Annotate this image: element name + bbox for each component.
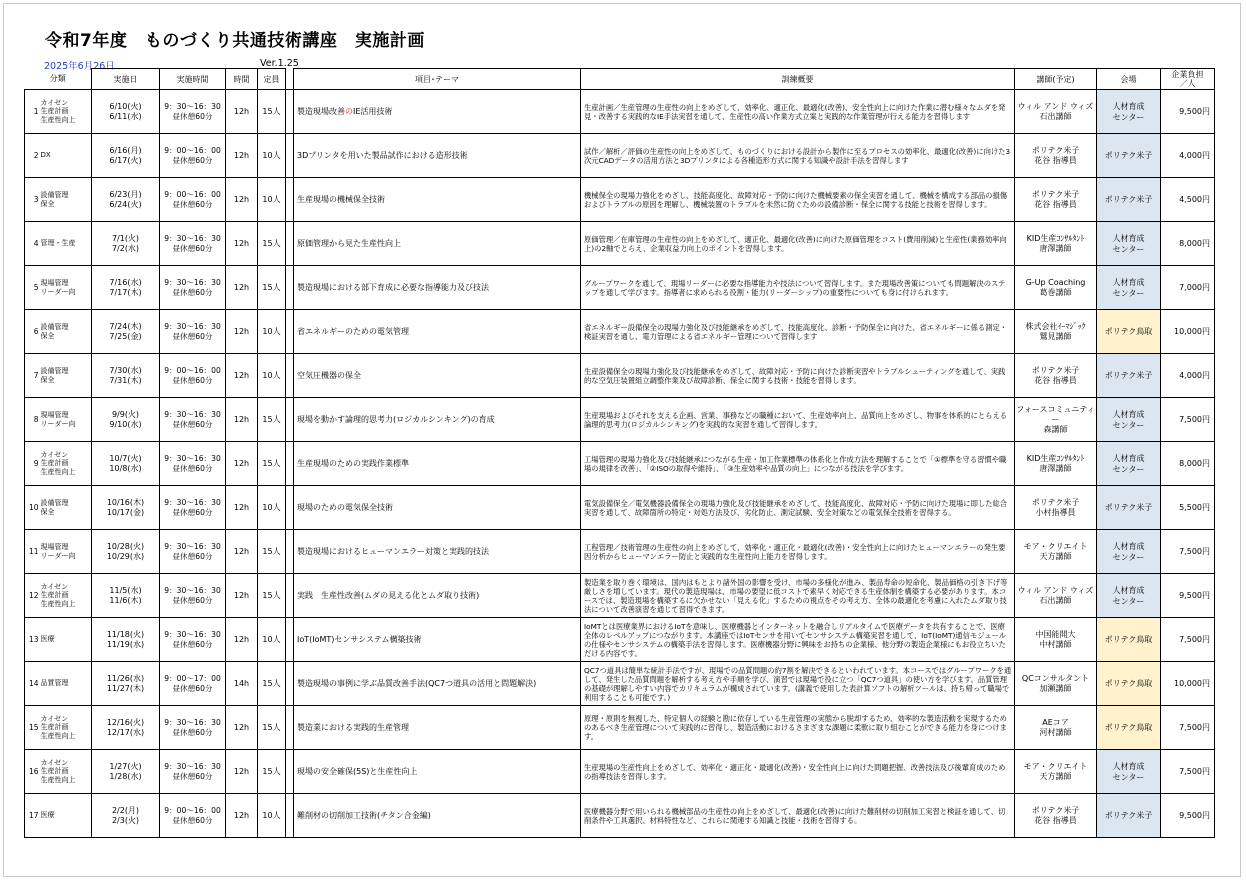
session-time: 9：30～16：30 昼休憩60分 — [160, 90, 226, 134]
session-time: 9：00～16：00 昼休憩60分 — [160, 134, 226, 178]
capacity: 15人 — [258, 266, 286, 310]
table-row — [25, 266, 1215, 310]
fee: 9,500円 — [1161, 794, 1215, 838]
header-hours: 時間 — [226, 69, 258, 90]
course-theme — [294, 706, 581, 750]
category: DX — [40, 134, 92, 178]
session-dates: 12/16(火) 12/17(水) — [92, 706, 160, 750]
course-outline: 原理・原則を無視した、特定個人の経験と勘に依存している生産管理の実態から脱却するため、効率的な製造活動を実現するためのあるべき生産管理について実践的に習得し、製造活動におけるさまざまな課題に柔軟に取り組むことができる能力を身につけます。 — [581, 706, 1015, 750]
session-time: 9：30～16：30 昼休憩60分 — [160, 310, 226, 354]
category: 設備管理 保全 — [40, 354, 92, 398]
issue-date: 2025年6月26日 — [44, 61, 115, 72]
theme-text: 現場を動かす論理的思考力(ロジカルシンキング)の育成 — [297, 414, 495, 424]
category: カイゼン 生産計画 生産性向上 — [40, 90, 92, 134]
table-row — [25, 750, 1215, 794]
lecturer: ウィル アンド ウィズ 石出講師 — [1015, 90, 1097, 134]
spacer-cell — [286, 90, 294, 134]
lecturer: ポリテク米子 小村指導員 — [1015, 486, 1097, 530]
session-dates: 7/24(木) 7/25(金) — [92, 310, 160, 354]
spacer-cell — [286, 310, 294, 354]
category: 設備管理 保全 — [40, 178, 92, 222]
venue: 人材育成 センター — [1097, 442, 1161, 486]
row-number: 4 — [25, 222, 40, 266]
header-lecturer: 講師(予定) — [1015, 69, 1097, 90]
fee: 8,000円 — [1161, 442, 1215, 486]
lecturer: AEコア 河村講師 — [1015, 706, 1097, 750]
lecturer: 中国能開大 中村講師 — [1015, 618, 1097, 662]
session-dates: 10/16(木) 10/17(金) — [92, 486, 160, 530]
table-row — [25, 706, 1215, 750]
course-theme — [294, 618, 581, 662]
session-time: 9：30～16：30 昼休憩60分 — [160, 266, 226, 310]
spacer-cell — [286, 222, 294, 266]
course-theme — [294, 90, 581, 134]
venue: ポリテク米子 — [1097, 794, 1161, 838]
course-theme — [294, 530, 581, 574]
fee: 7,500円 — [1161, 706, 1215, 750]
table-row — [25, 574, 1215, 618]
course-theme — [294, 354, 581, 398]
course-theme — [294, 134, 581, 178]
theme-text: 原価管理から見た生産性向上 — [297, 238, 401, 248]
capacity: 10人 — [258, 310, 286, 354]
session-dates: 10/28(火) 10/29(水) — [92, 530, 160, 574]
header-row — [25, 69, 1215, 90]
table-row — [25, 398, 1215, 442]
theme-text: 難削材の切削加工技術(チタン合金編) — [297, 810, 431, 820]
hours: 12h — [226, 134, 258, 178]
session-dates: 11/5(水) 11/6(木) — [92, 574, 160, 618]
course-theme — [294, 266, 581, 310]
hours: 12h — [226, 530, 258, 574]
spacer-cell — [286, 486, 294, 530]
course-theme — [294, 442, 581, 486]
category: 管理・生産 — [40, 222, 92, 266]
session-time: 9：30～16：30 昼休憩60分 — [160, 574, 226, 618]
hours: 12h — [226, 706, 258, 750]
theme-text: 空気圧機器の保全 — [297, 370, 361, 380]
hours: 14h — [226, 662, 258, 706]
table-row — [25, 90, 1215, 134]
session-dates: 2/2(月) 2/3(火) — [92, 794, 160, 838]
category: カイゼン 生産計画 生産性向上 — [40, 750, 92, 794]
venue: 人材育成 センター — [1097, 266, 1161, 310]
category: 設備管理 保全 — [40, 310, 92, 354]
lecturer: モア・クリエイト 天方講師 — [1015, 750, 1097, 794]
venue: ポリテク鳥取 — [1097, 662, 1161, 706]
hours: 12h — [226, 266, 258, 310]
theme-text: 現場のための電気保全技術 — [297, 502, 393, 512]
capacity: 10人 — [258, 178, 286, 222]
capacity: 15人 — [258, 750, 286, 794]
table-row — [25, 794, 1215, 838]
session-time: 9：30～16：30 昼休憩60分 — [160, 398, 226, 442]
category: 現場管理 リーダー向 — [40, 398, 92, 442]
category: カイゼン 生産計画 生産性向上 — [40, 442, 92, 486]
venue: 人材育成 センター — [1097, 90, 1161, 134]
theme-text: 製造現場におけるヒューマンエラー対策と実践的技法 — [297, 546, 489, 556]
course-theme — [294, 222, 581, 266]
category: カイゼン 生産計画 生産性向上 — [40, 706, 92, 750]
course-theme — [294, 398, 581, 442]
spacer-cell — [286, 354, 294, 398]
hours: 12h — [226, 354, 258, 398]
theme-text-rest: IE活用技術 — [353, 106, 393, 116]
row-number: 1 — [25, 90, 40, 134]
row-number: 10 — [25, 486, 40, 530]
lecturer: 株式会社ｲｰﾏｼﾞｯｸ 鷲見講師 — [1015, 310, 1097, 354]
row-number: 6 — [25, 310, 40, 354]
capacity: 15人 — [258, 574, 286, 618]
session-time: 9：00～16：00 昼休憩60分 — [160, 794, 226, 838]
row-number: 16 — [25, 750, 40, 794]
row-number: 7 — [25, 354, 40, 398]
row-number: 13 — [25, 618, 40, 662]
table-row — [25, 530, 1215, 574]
fee: 7,500円 — [1161, 750, 1215, 794]
venue: 人材育成 センター — [1097, 750, 1161, 794]
hours: 12h — [226, 90, 258, 134]
course-theme — [294, 750, 581, 794]
course-theme — [294, 178, 581, 222]
lecturer: KID生産ｺﾝｻﾙﾀﾝﾄ 唐澤講師 — [1015, 222, 1097, 266]
course-outline: 医療機器分野で用いられる機械部品の生産性の向上をめざして、最適化(改善)に向けた難削材の切削加工実習と検証を通して、切削条件や工具選択、材料特性など、これらに関連する知識と技能・技術を習得する。 — [581, 794, 1015, 838]
course-outline: 生産計画／生産管理の生産性の向上をめざして、効率化、適正化、最適化(改善)、安全性向上に向けた作業に潜む様々なムダを発見・改善する実践的なIE手法実習を通して、生産性の高い作業方式立案と実践的な作業管理が行える能力を習得します — [581, 90, 1015, 134]
spacer-cell — [286, 794, 294, 838]
hours: 12h — [226, 398, 258, 442]
table-row — [25, 178, 1215, 222]
lecturer: G-Up Coaching 葛巻講師 — [1015, 266, 1097, 310]
venue: ポリテク米子 — [1097, 486, 1161, 530]
course-outline: 生産設備保全の現場力強化及び技能継承をめざして、故障対応・予防に向けた診断実習やトラブルシューティングを通して、実践的な空気圧装置組立調整作業及び故障診断、保全に関する技術・技能を習得します。 — [581, 354, 1015, 398]
fee: 8,000円 — [1161, 222, 1215, 266]
row-number: 14 — [25, 662, 40, 706]
fee: 4,000円 — [1161, 354, 1215, 398]
session-time: 9：30～16：30 昼休憩60分 — [160, 750, 226, 794]
session-time: 9：30～16：30 昼休憩60分 — [160, 442, 226, 486]
table-row — [25, 310, 1215, 354]
schedule-body — [25, 90, 1215, 838]
hours: 12h — [226, 618, 258, 662]
capacity: 15人 — [258, 442, 286, 486]
hours: 12h — [226, 794, 258, 838]
session-dates: 11/26(水) 11/27(木) — [92, 662, 160, 706]
venue: ポリテク米子 — [1097, 354, 1161, 398]
row-number: 15 — [25, 706, 40, 750]
row-number: 3 — [25, 178, 40, 222]
category: カイゼン 生産計画 生産性向上 — [40, 574, 92, 618]
course-theme — [294, 310, 581, 354]
spacer-cell — [286, 706, 294, 750]
venue: 人材育成 センター — [1097, 530, 1161, 574]
capacity: 10人 — [258, 134, 286, 178]
session-dates: 6/23(月) 6/24(火) — [92, 178, 160, 222]
course-outline: 生産現場およびそれを支える企画、営業、事務などの職種において、生産効率向上、品質向上をめざし、物事を体系的にとらえる論理的思考力(ロジカルシンキング)を実践的な実習を通して習得します。 — [581, 398, 1015, 442]
lecturer: フォースコミュニティー 森講師 — [1015, 398, 1097, 442]
capacity: 10人 — [258, 354, 286, 398]
category: 品質管理 — [40, 662, 92, 706]
table-row — [25, 442, 1215, 486]
header-date: 実施日 — [92, 69, 160, 90]
lecturer: ポリテク米子 花谷 指導員 — [1015, 134, 1097, 178]
header-fee: 企業負担 ／人 — [1161, 69, 1215, 90]
venue: ポリテク米子 — [1097, 178, 1161, 222]
row-number: 2 — [25, 134, 40, 178]
version-label: Ver.1.25 — [260, 58, 299, 69]
venue: ポリテク鳥取 — [1097, 618, 1161, 662]
table-row — [25, 618, 1215, 662]
category: 設備管理 保全 — [40, 486, 92, 530]
course-outline: グループワークを通して、現場リーダーに必要な指導能力や技法について習得します。また現場改善策についても問題解決のステップを通して学びます。指導者に求められる役割・能力(リーダーシップ)の重要性についても身に付けられます。 — [581, 266, 1015, 310]
fee: 9,500円 — [1161, 90, 1215, 134]
hours: 12h — [226, 442, 258, 486]
theme-text: 生産現場のための実践作業標準 — [297, 458, 409, 468]
capacity: 15人 — [258, 530, 286, 574]
session-time: 9：30～16：30 昼休憩60分 — [160, 706, 226, 750]
spacer-cell — [286, 662, 294, 706]
session-dates: 7/30(水) 7/31(木) — [92, 354, 160, 398]
session-time: 9：30～16：30 昼休憩60分 — [160, 618, 226, 662]
session-dates: 1/27(火) 1/28(水) — [92, 750, 160, 794]
fee: 4,500円 — [1161, 178, 1215, 222]
header-outline: 訓練概要 — [581, 69, 1015, 90]
theme-text: 省エネルギーのための電気管理 — [297, 326, 409, 336]
capacity: 10人 — [258, 794, 286, 838]
capacity: 15人 — [258, 398, 286, 442]
lecturer: ウィル アンド ウィズ 石出講師 — [1015, 574, 1097, 618]
capacity: 15人 — [258, 706, 286, 750]
course-outline: QC7つ道具は簡単な統計手法ですが、現場での品質問題の約7割を解決できるといわれています。本コースではグループワークを通して、発生した品質問題を解析する考え方や手順を学び、演習では現場で役に立つ「QC7つ道具」の使い方を学びます。品質管理の基礎が理解しやすい内容でカリキュラムが構成されています。(講義で使用した表計算ソフトの解析ツールは、持ち帰って職場で利用することも可能です。) — [581, 662, 1015, 706]
course-outline: 機械保全の現場力強化をめざし、技能高度化、故障対応・予防に向けた機械要素の保全実習を通して、機械を構成する部品の損傷およびトラブルの原因を理解し、機械装置のトラブルを未然に防ぐための設備診断・保全に関する技能と技術を習得します。 — [581, 178, 1015, 222]
course-theme — [294, 574, 581, 618]
theme-text: 生産現場の機械保全技術 — [297, 194, 385, 204]
course-outline: 省エネルギー設備保全の現場力強化及び技能継承をめざして、技能高度化、診断・予防保全に向けた、省エネルギーに係る測定・検証実習を通し、電力管理による省エネルギー管理について習得します — [581, 310, 1015, 354]
header-venue: 会場 — [1097, 69, 1161, 90]
session-time: 9：00～16：00 昼休憩60分 — [160, 354, 226, 398]
spacer-cell — [286, 442, 294, 486]
capacity: 10人 — [258, 486, 286, 530]
hours: 12h — [226, 310, 258, 354]
capacity: 10人 — [258, 618, 286, 662]
hours: 12h — [226, 222, 258, 266]
header-time: 実施時間 — [160, 69, 226, 90]
category: 現場管理 リーダー向 — [40, 530, 92, 574]
lecturer: QCコンサルタント 加瀬講師 — [1015, 662, 1097, 706]
session-dates: 7/16(水) 7/17(木) — [92, 266, 160, 310]
capacity: 15人 — [258, 90, 286, 134]
course-outline: 試作／解析／評価の生産性の向上をめざして、ものづくりにおける設計から製作に至るプロセスの効率化、最適化(改善)に向けた3次元CADデータの活用方法と3Dプリンタによる各種造形方式に関する知識や設計手法を習得します — [581, 134, 1015, 178]
fee: 7,500円 — [1161, 618, 1215, 662]
page-title: 令和7年度 ものづくり共通技術講座 実施計画 — [45, 31, 425, 51]
hours: 12h — [226, 750, 258, 794]
fee: 10,000円 — [1161, 662, 1215, 706]
fee: 7,000円 — [1161, 266, 1215, 310]
session-dates: 11/18(火) 11/19(水) — [92, 618, 160, 662]
spacer-cell — [286, 266, 294, 310]
table-row — [25, 662, 1215, 706]
session-time: 9：30～16：30 昼休憩60分 — [160, 486, 226, 530]
course-outline: 原価管理／在庫管理の生産性の向上をめざして、適正化、最適化(改善)に向けた原価管理をコスト(費用削減)と生産性(業務効率向上)の2軸でとらえ、企業収益力向上のポイントを習得します。 — [581, 222, 1015, 266]
spacer-cell — [286, 398, 294, 442]
venue: ポリテク米子 — [1097, 134, 1161, 178]
spacer-cell — [286, 134, 294, 178]
course-outline: 工程管理／技術管理の生産性の向上をめざして、効率化・適正化・最適化(改善)・安全性向上に向けたヒューマンエラーの発生要因分析からヒューマンエラー防止と実践的な生産性向上能力を習得します。 — [581, 530, 1015, 574]
spacer-cell — [286, 574, 294, 618]
table-row — [25, 354, 1215, 398]
lecturer: ポリテク米子 花谷 指導員 — [1015, 354, 1097, 398]
theme-text: 製造現場における部下育成に必要な指導能力及び技法 — [297, 282, 489, 292]
category: 医療 — [40, 794, 92, 838]
hours: 12h — [226, 178, 258, 222]
fee: 7,500円 — [1161, 398, 1215, 442]
session-time: 9：00～16：00 昼休憩60分 — [160, 178, 226, 222]
course-outline: 工場管理の現場力強化及び技能継承につながる生産・加工作業標準の体系化と作成方法を理解することで「①標準を守る習慣や職場の規律を改善」、「②ISOの取得や維持」、「③生産効率や品質の向上」につながる技法を学びます。 — [581, 442, 1015, 486]
spacer-cell — [286, 178, 294, 222]
session-dates: 9/9(火) 9/10(水) — [92, 398, 160, 442]
table-row — [25, 486, 1215, 530]
session-time: 9：30～16：30 昼休憩60分 — [160, 222, 226, 266]
spacer-cell — [286, 530, 294, 574]
course-theme — [294, 794, 581, 838]
row-number: 12 — [25, 574, 40, 618]
fee: 5,500円 — [1161, 486, 1215, 530]
header-bunrui: 分類 — [49, 74, 66, 84]
theme-text: 実践 生産性改善(ムダの見える化とムダ取り技術) — [297, 590, 480, 600]
category: 現場管理 リーダー向 — [40, 266, 92, 310]
table-row — [25, 222, 1215, 266]
header-capacity: 定員 — [258, 69, 286, 90]
course-theme — [294, 662, 581, 706]
lecturer: ポリテク米子 花谷 指導員 — [1015, 794, 1097, 838]
course-outline: 製造業を取り巻く環境は、国内はもとより諸外国の影響を受け、市場の多様化が進み、製品寿命の短命化、製品価格の引き下げ等厳しさを増しています。現代の製造現場は、市場の要望に低コストで素早く対応できる生産体制を構築する必要があります。本コースでは、製造現場を構築するに欠かせない「見える化」するための視点をその考え方、全体の最適化を考慮に入れたムダ取り技法について改善演習を通じて習得できます。 — [581, 574, 1015, 618]
capacity: 15人 — [258, 662, 286, 706]
hours: 12h — [226, 486, 258, 530]
row-number: 8 — [25, 398, 40, 442]
row-number: 9 — [25, 442, 40, 486]
course-outline: 電気設備保全／電気機器設備保全の現場力強化及び技能継承をめざして、技能高度化、故障対応・予防に向けた現場に即した総合実習を通して、故障箇所の特定・対処方法及び、劣化防止、測定試験、安全対策などの電気保全技術を習得する。 — [581, 486, 1015, 530]
theme-text: 製造現場改善 — [297, 106, 345, 116]
course-theme — [294, 486, 581, 530]
fee: 9,500円 — [1161, 574, 1215, 618]
theme-text: IoT(IoMT)センサシステム構築技術 — [297, 634, 422, 644]
venue: 人材育成 センター — [1097, 222, 1161, 266]
session-dates: 6/10(火) 6/11(水) — [92, 90, 160, 134]
session-dates: 10/7(火) 10/8(水) — [92, 442, 160, 486]
theme-text: 製造業における実践的生産管理 — [297, 722, 409, 732]
row-number: 17 — [25, 794, 40, 838]
session-dates: 7/1(火) 7/2(水) — [92, 222, 160, 266]
lecturer: モア・クリエイト 天方講師 — [1015, 530, 1097, 574]
capacity: 15人 — [258, 222, 286, 266]
lecturer: ポリテク米子 花谷 指導員 — [1015, 178, 1097, 222]
session-dates: 6/16(月) 6/17(火) — [92, 134, 160, 178]
header-theme: 項目･テーマ — [294, 69, 581, 90]
spacer-cell — [286, 750, 294, 794]
row-number: 5 — [25, 266, 40, 310]
fee: 7,500円 — [1161, 530, 1215, 574]
fee: 4,000円 — [1161, 134, 1215, 178]
theme-text: 3Dプリンタを用いた製品試作における造形技術 — [297, 150, 468, 160]
course-outline: IoMTとは医療業界におけるIoTを意味し、医療機器とインターネットを融合しリアルタイムで医療データを共有することで、医療全体のレベルアップにつながります。本講座ではIoTセンサを用いてセンサシステム構築実習を通して、IoT(IoMT)通信モジュールの仕様やセンサシステムの構築手法を習得します。医療機器分野に興味をお持ちの企業様、他分野の製造企業様にもお役立ちいただける内容です。 — [581, 618, 1015, 662]
theme-text: 現場の安全確保(5S)と生産性向上 — [297, 766, 418, 776]
session-time: 9：30～16：30 昼休憩60分 — [160, 530, 226, 574]
venue: ポリテク鳥取 — [1097, 706, 1161, 750]
spacer-cell — [286, 618, 294, 662]
venue: 人材育成 センター — [1097, 574, 1161, 618]
hours: 12h — [226, 574, 258, 618]
row-number: 11 — [25, 530, 40, 574]
category: 医療 — [40, 618, 92, 662]
theme-text: 製造現場の事例に学ぶ品質改善手法(QC7つ道具の活用と問題解決) — [297, 678, 537, 688]
fee: 10,000円 — [1161, 310, 1215, 354]
table-row — [25, 134, 1215, 178]
session-time: 9：00～17：00 昼休憩60分 — [160, 662, 226, 706]
schedule-table — [24, 68, 1215, 838]
venue: ポリテク鳥取 — [1097, 310, 1161, 354]
venue: 人材育成 センター — [1097, 398, 1161, 442]
theme-highlight: の — [345, 106, 353, 116]
course-outline: 生産現場の生産性向上をめざして、効率化・適正化・最適化(改善)・安全性向上に向けた問題把握、改善技法及び後輩育成のための指導技法を習得します。 — [581, 750, 1015, 794]
header-spacer — [286, 69, 294, 90]
lecturer: KID生産ｺﾝｻﾙﾀﾝﾄ 唐澤講師 — [1015, 442, 1097, 486]
